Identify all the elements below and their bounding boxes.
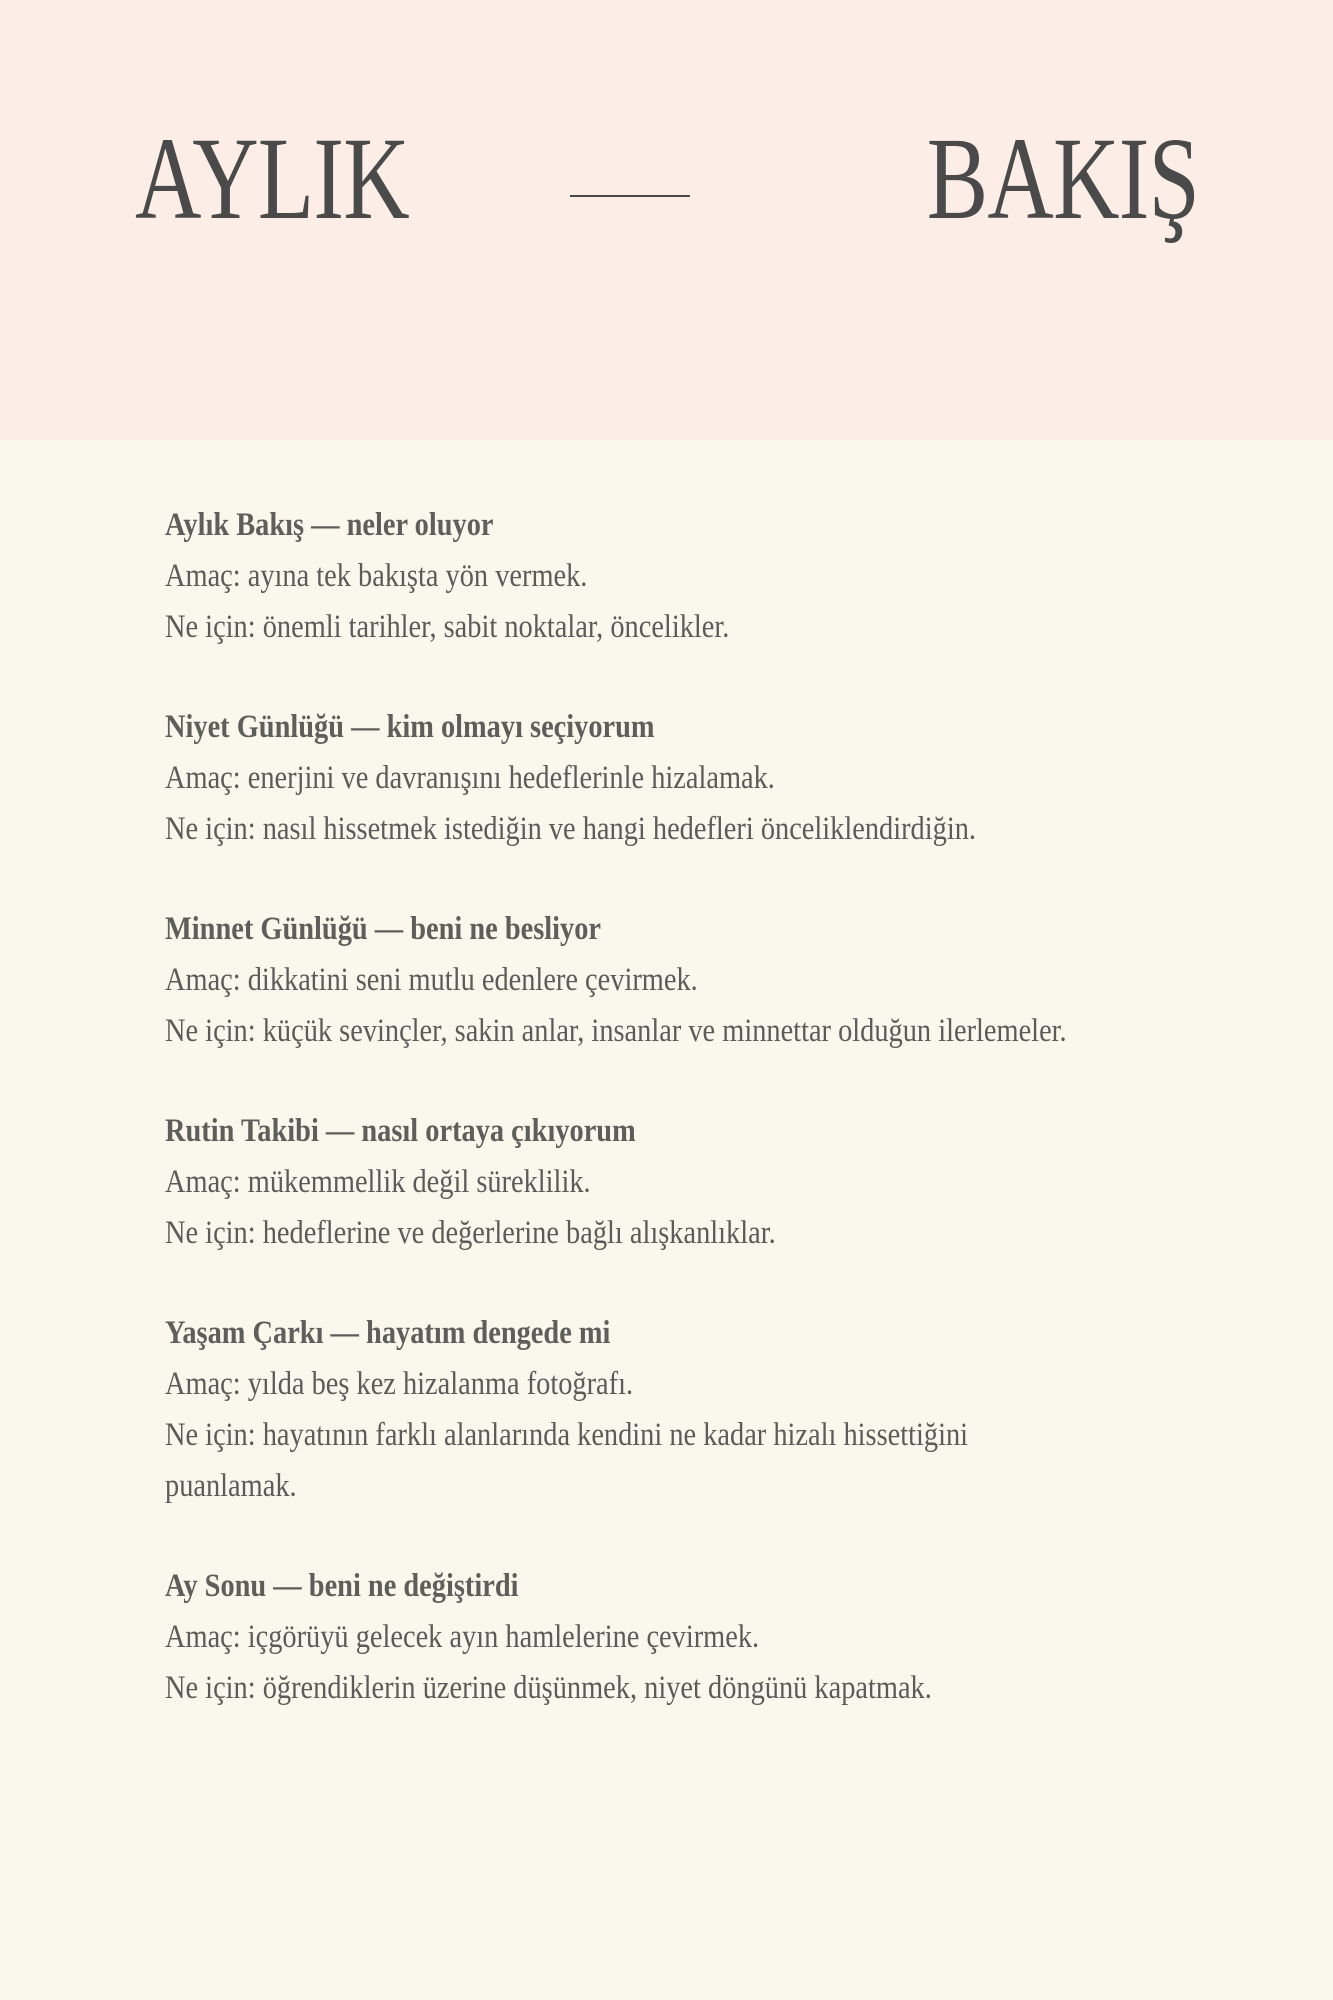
section-reason: Ne için: önemli tarihler, sabit noktalar, öncelikler. [165,609,730,645]
section-reason-continued: puanlamak. [165,1468,297,1504]
section-niyet-gunlugu [165,702,1195,855]
section-heading: Niyet Günlüğü — kim olmayı seçiyorum [165,709,655,745]
section-reason: Ne için: nasıl hissetmek istediğin ve hangi hedefleri önceliklendirdiğin. [165,811,976,847]
section-purpose: Amaç: enerjini ve davranışını hedeflerinle hizalamak. [165,760,775,796]
section-reason: Ne için: hedeflerine ve değerlerine bağlı alışkanlıklar. [165,1215,776,1251]
section-minnet-gunlugu [165,904,1195,1057]
section-yasam-carki [165,1308,1195,1512]
section-aylik-bakis [165,500,1195,653]
section-purpose: Amaç: içgörüyü gelecek ayın hamlelerine çevirmek. [165,1619,760,1655]
section-heading: Aylık Bakış — neler oluyor [165,507,494,543]
title-left-word: AYLIK [135,113,409,244]
page-header [0,0,1333,440]
section-purpose: Amaç: dikkatini seni mutlu edenlere çevirmek. [165,962,698,998]
section-rutin-takibi [165,1106,1195,1259]
section-heading: Yaşam Çarkı — hayatım dengede mi [165,1315,611,1351]
section-ay-sonu [165,1561,1195,1714]
section-purpose: Amaç: mükemmellik değil süreklilik. [165,1164,591,1200]
section-purpose: Amaç: ayına tek bakışta yön vermek. [165,558,588,594]
section-purpose: Amaç: yılda beş kez hizalanma fotoğrafı. [165,1366,634,1402]
section-heading: Rutin Takibi — nasıl ortaya çıkıyorum [165,1113,636,1149]
title-right-word: BAKIŞ [926,113,1199,244]
section-reason: Ne için: öğrendiklerin üzerine düşünmek, niyet döngünü kapatmak. [165,1670,932,1706]
section-reason: Ne için: hayatının farklı alanlarında kendini ne kadar hizalı hissettiğini [165,1417,969,1453]
section-heading: Minnet Günlüğü — beni ne besliyor [165,911,602,947]
section-reason: Ne için: küçük sevinçler, sakin anlar, insanlar ve minnettar olduğun ilerlemeler. [165,1013,1067,1049]
content-body [165,500,1195,1763]
section-heading: Ay Sonu — beni ne değiştirdi [165,1568,519,1604]
title-dash-divider [570,195,690,197]
